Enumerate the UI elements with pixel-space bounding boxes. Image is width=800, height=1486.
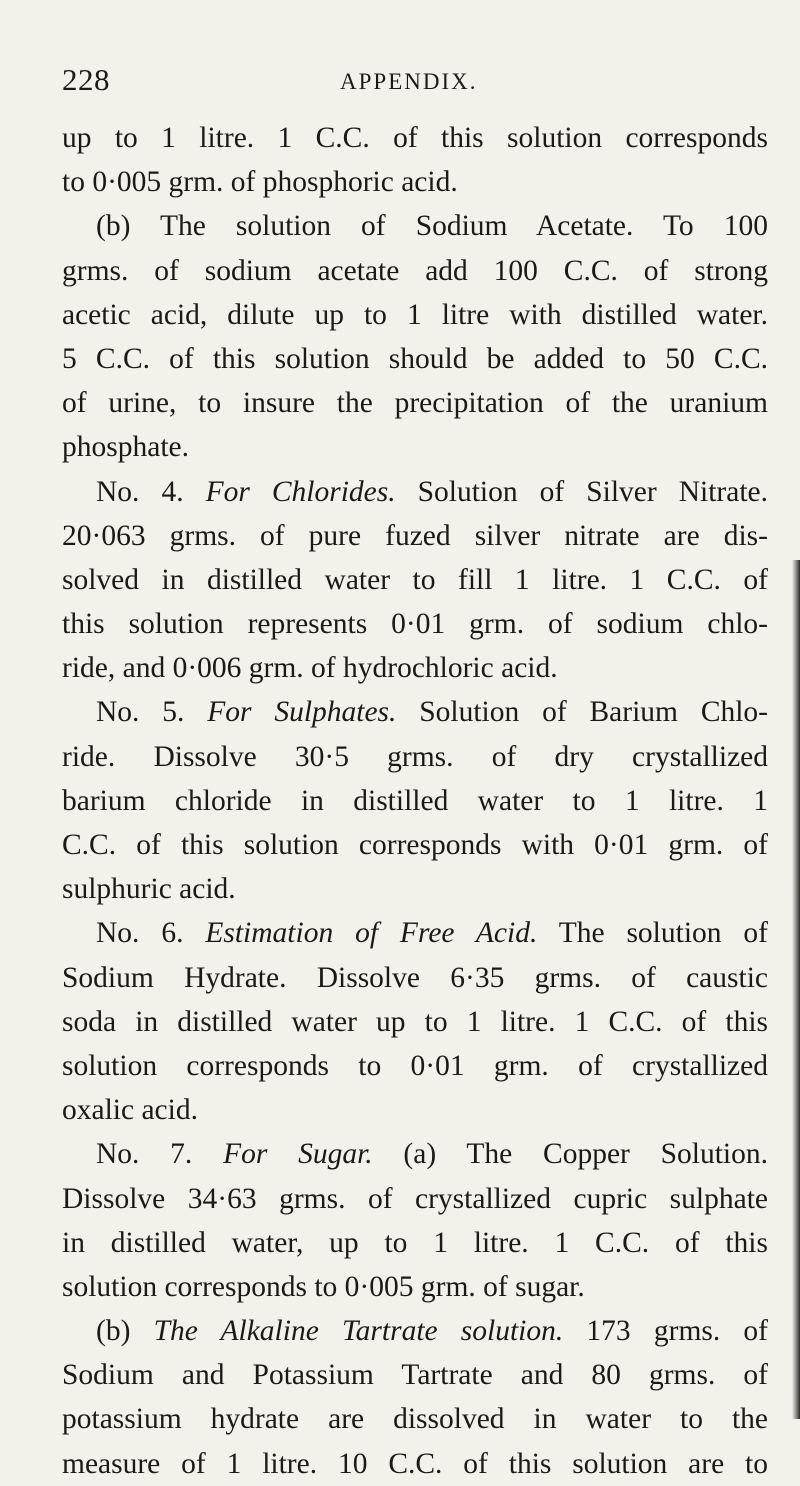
text-segment: to 0·005 grm. of phosphoric acid. (62, 166, 458, 199)
page-number: 228 (62, 62, 110, 97)
body-text (62, 116, 768, 1486)
text-segment: (b) (96, 1315, 154, 1348)
text-segment: The solution of (537, 917, 768, 950)
text-line (62, 116, 768, 160)
page-edge-shadow (792, 560, 800, 1419)
text-line (62, 204, 768, 248)
text-segment: (b) The solution of Sodium Acetate. To 100 (96, 210, 768, 243)
text-segment: potassium hydrate are dissolved in water to the (62, 1403, 768, 1436)
italic-heading: Estimation of Free Acid. (205, 917, 538, 950)
text-segment: acetic acid, dilute up to 1 litre with distilled water. (62, 298, 768, 331)
text-line (62, 1221, 768, 1265)
text-segment: of urine, to insure the precipitation of the uranium (62, 387, 768, 420)
text-segment: Sodium Hydrate. Dissolve 6·35 grms. of caustic (62, 961, 768, 994)
italic-heading: For Sulphates. (207, 696, 397, 729)
text-line (62, 1442, 768, 1486)
italic-heading: For Chlorides. (205, 475, 396, 508)
text-segment: this solution represents 0·01 grm. of sodium chlo- (62, 608, 768, 641)
text-line (62, 690, 768, 734)
text-segment: phosphate. (62, 431, 189, 464)
text-segment: up to 1 litre. 1 C.C. of this solution corresponds (62, 122, 768, 154)
text-segment: 173 grms. of (563, 1315, 768, 1348)
text-segment: ride. Dissolve 30·5 grms. of dry crystallized (62, 740, 768, 773)
italic-heading: The Alkaline Tartrate solution. (153, 1315, 564, 1348)
text-segment: C.C. of this solution corresponds with 0·01 grm. of (62, 829, 768, 861)
text-line (62, 558, 768, 602)
text-line (62, 646, 768, 690)
text-line (62, 425, 768, 469)
text-line (62, 1309, 768, 1353)
text-line (62, 514, 768, 558)
text-line (62, 823, 768, 867)
text-segment: solution corresponds to 0·01 grm. of crystallized (62, 1049, 768, 1082)
text-line (62, 735, 768, 779)
running-head: APPENDIX. (340, 69, 478, 94)
text-segment: Sodium and Potassium Tartrate and 80 grms. of (62, 1359, 768, 1392)
text-segment: measure of 1 litre. 10 C.C. of this solution are to (62, 1447, 768, 1480)
text-line (62, 779, 768, 823)
text-line (62, 470, 768, 514)
text-line (62, 381, 768, 425)
text-line (62, 602, 768, 646)
text-segment: No. 7. (96, 1138, 224, 1171)
text-segment: oxalic acid. (62, 1094, 198, 1127)
text-line (62, 337, 768, 381)
text-segment: (a) The Copper Solution. (372, 1138, 768, 1171)
text-segment: No. 5. (96, 696, 208, 729)
text-line (62, 956, 768, 1000)
text-line (62, 1397, 768, 1441)
text-line (62, 1088, 768, 1132)
text-line (62, 1000, 768, 1044)
text-segment: in distilled water, up to 1 litre. 1 C.C. of this (62, 1226, 768, 1259)
italic-heading: For Sugar. (223, 1138, 373, 1171)
text-line (62, 867, 768, 911)
text-segment: 5 C.C. of this solution should be added to 50 C.C. (62, 342, 768, 375)
text-segment: Solution of Barium Chlo- (396, 696, 769, 729)
text-segment: soda in distilled water up to 1 litre. 1 C.C. of this (62, 1005, 768, 1038)
text-segment: barium chloride in distilled water to 1 litre. 1 (62, 784, 768, 817)
text-line (62, 1353, 768, 1397)
page-header (62, 62, 752, 102)
text-line (62, 1044, 768, 1088)
text-line (62, 249, 768, 293)
text-segment: Dissolve 34·63 grms. of crystallized cupric sulphate (62, 1182, 768, 1215)
text-segment: No. 6. (96, 917, 206, 950)
text-segment: sulphuric acid. (62, 873, 236, 906)
text-segment: No. 4. (96, 475, 206, 508)
text-line (62, 1177, 768, 1221)
text-segment: ride, and 0·006 grm. of hydrochloric acid. (62, 652, 558, 685)
text-segment: Solution of Silver Nitrate. (395, 475, 768, 508)
text-line (62, 293, 768, 337)
text-line (62, 1265, 768, 1309)
text-segment: grms. of sodium acetate add 100 C.C. of strong (62, 254, 768, 287)
text-segment: 20·063 grms. of pure fuzed silver nitrate are dis- (62, 519, 768, 552)
text-line (62, 160, 768, 204)
text-segment: solved in distilled water to fill 1 litre. 1 C.C. of (62, 563, 768, 596)
text-line (62, 911, 768, 955)
text-segment: solution corresponds to 0·005 grm. of sugar. (62, 1270, 585, 1303)
text-line (62, 1132, 768, 1176)
